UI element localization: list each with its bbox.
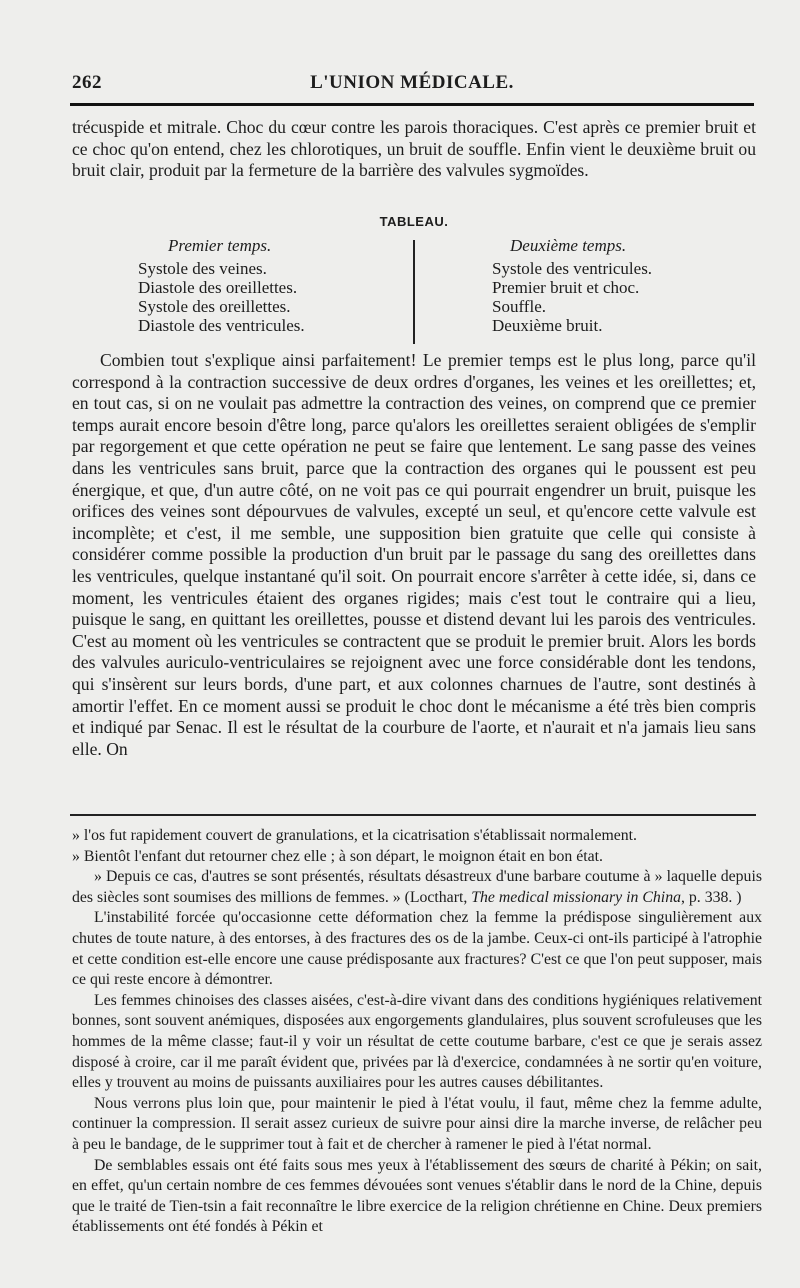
note-paragraph: De semblables essais ont été faits sous mes yeux à l'établissement des sœurs de charité à Pékin; on sait, en effet, qu'un certain nombre de ces femmes dévouées sont venues s'établir dans le nord de la Chine, depuis que le traité de Tien-tsin a fait reconnaître le libre exercice de la religion chrétienne en Chine. Deux premiers établissements ont été fondés à Pékin et <box>72 1156 762 1236</box>
intro-paragraph-block <box>72 117 756 182</box>
main-paragraph-block <box>72 350 756 760</box>
tableau-right-row: Systole des ventricules. <box>492 259 653 278</box>
tableau-right-row: Deuxième bruit. <box>492 316 603 335</box>
main-paragraph: Combien tout s'explique ainsi parfaitement! Le premier temps est le plus long, parce qu'il correspond à la contraction successive de deux ordres d'organes, les veines et les oreillettes; et, en tout cas, si on ne voulait pas admettre la contraction des veines, on comprend que ce premier temps aurait encore besoin d'être long, parce qu'alors les oreillettes seraient obligées de s'emplir par regorgement et que cette opération ne peut se faire que lentement. Le sang passe des veines dans les ventricules sans bruit, parce que la contraction des organes qui le poussent est peu énergique, et que, d'un autre côté, on ne voit pas ce qui pourrait engendrer un bruit, puisque les orifices des veines sont dépourvues de valvules, excepté un seul, et qu'encore cette valvule est incomplète; et c'est, il me semble, une supposition bien gratuite que celle qui consiste à considérer comme possible la production d'un bruit par le passage du sang des oreillettes dans les ventricules, quelque instantané qu'il soit. On pourrait encore s'arrêter à cette idée, si, dans ce moment, les ventricules étaient des organes rigides; mais c'est tout le contraire qui a lieu, puisque le sang, en quittant les oreillettes, pousse et distend devant lui les parois des ventricules. C'est au moment où les ventricules se contractent que se produit le premier bruit. Alors les bords des valvules auriculo-ventriculaires se rejoignent avec une force considérable dont les tendons, qui s'insèrent sur leurs bords, d'une part, et aux colonnes charnues de l'autre, sont destinés à amortir l'effet. En ce moment aussi se produit le choc dont le mécanisme a été très bien compris et indiqué par Senac. Il est le résultat de la courbure de l'aorte, et n'aurait et n'a jamais lieu sans elle. On <box>72 350 756 759</box>
journal-title: L'UNION MÉDICALE. <box>310 72 514 93</box>
tableau-right-row: Premier bruit et choc. <box>492 278 640 297</box>
tableau-right-heading: Deuxième temps. <box>510 236 627 255</box>
intro-paragraph: trécuspide et mitrale. Choc du cœur contre les parois thoraciques. C'est après ce premier bruit et ce choc qu'on entend, chez les chlorotiques, un bruit de souffle. Enfin vient le deuxième bruit ou bruit clair, produit par la fermeture de la barrière des valvules sygmoïdes. <box>72 117 756 181</box>
page-number: 262 <box>72 72 102 93</box>
note-quote-start: » Depuis ce cas, d'autres se sont présentés, résultats désastreux d'une barbare coutume à » laquelle depuis des siècles sont soumises des millions de femmes. » (Locthart, <box>72 868 762 906</box>
note-quote-end: , p. 338. ) <box>681 888 742 906</box>
tableau-left-row: Diastole des ventricules. <box>138 316 305 335</box>
running-header <box>72 72 752 96</box>
tableau-left-row: Diastole des oreillettes. <box>138 278 298 297</box>
note-quote <box>72 867 762 908</box>
note-line: » Bientôt l'enfant dut retourner chez elle ; à son départ, le moignon était en bon état. <box>72 847 603 865</box>
book-title: The medical missionary in China <box>471 888 681 906</box>
tableau-left-heading: Premier temps. <box>168 236 272 255</box>
note-line: » l'os fut rapidement couvert de granulations, et la cicatrisation s'établissait normalement. <box>72 827 637 844</box>
tableau-right-column <box>492 236 742 335</box>
tableau-left-column <box>138 236 408 335</box>
note-paragraph: Nous verrons plus loin que, pour maintenir le pied à l'état voulu, il faut, même chez la femme adulte, continuer la compression. Il serait assez curieux de suivre pour ainsi dire la marche inverse, de relâcher peu à peu le bandage, de le supprimer tout à fait et de chercher à ramener le pied à l'état normal. <box>72 1094 762 1153</box>
tableau-right-row: Souffle. <box>492 297 546 316</box>
footnote-divider <box>70 814 756 816</box>
note-paragraph: L'instabilité forcée qu'occasionne cette déformation chez la femme la prédispose singulièrement aux chutes de toute nature, à des entorses, à des fractures des os de la jambe. Ceux-ci ont-ils participé à l'atrophie et cette condition est-elle encore une cause prédisposante aux fractures? C'est ce que l'on peut supposer, mais ce qui reste encore à démontrer. <box>72 909 762 989</box>
tableau-divider <box>413 240 415 344</box>
tableau-left-row: Systole des veines. <box>138 259 267 278</box>
tableau-title: TABLEAU. <box>379 214 449 229</box>
header-rule <box>70 103 754 106</box>
tableau-left-row: Systole des oreillettes. <box>138 297 291 316</box>
note-paragraph: Les femmes chinoises des classes aisées, c'est-à-dire vivant dans des conditions hygiéniques relativement bonnes, sont souvent anémiques, disposées aux engorgements glandulaires, plus souvent scrofuleuses que les hommes de la même classe; faut-il y voir un résultat de cette coutume barbare, c'est ce que je serais assez disposé à croire, car il me paraît évident que, privées par là d'exercice, condamnées à ne sortir qu'en voiture, elles y trouvent au moins de puissants auxiliaires pour les autres causes débilitantes. <box>72 991 762 1092</box>
footnotes <box>72 826 762 1238</box>
